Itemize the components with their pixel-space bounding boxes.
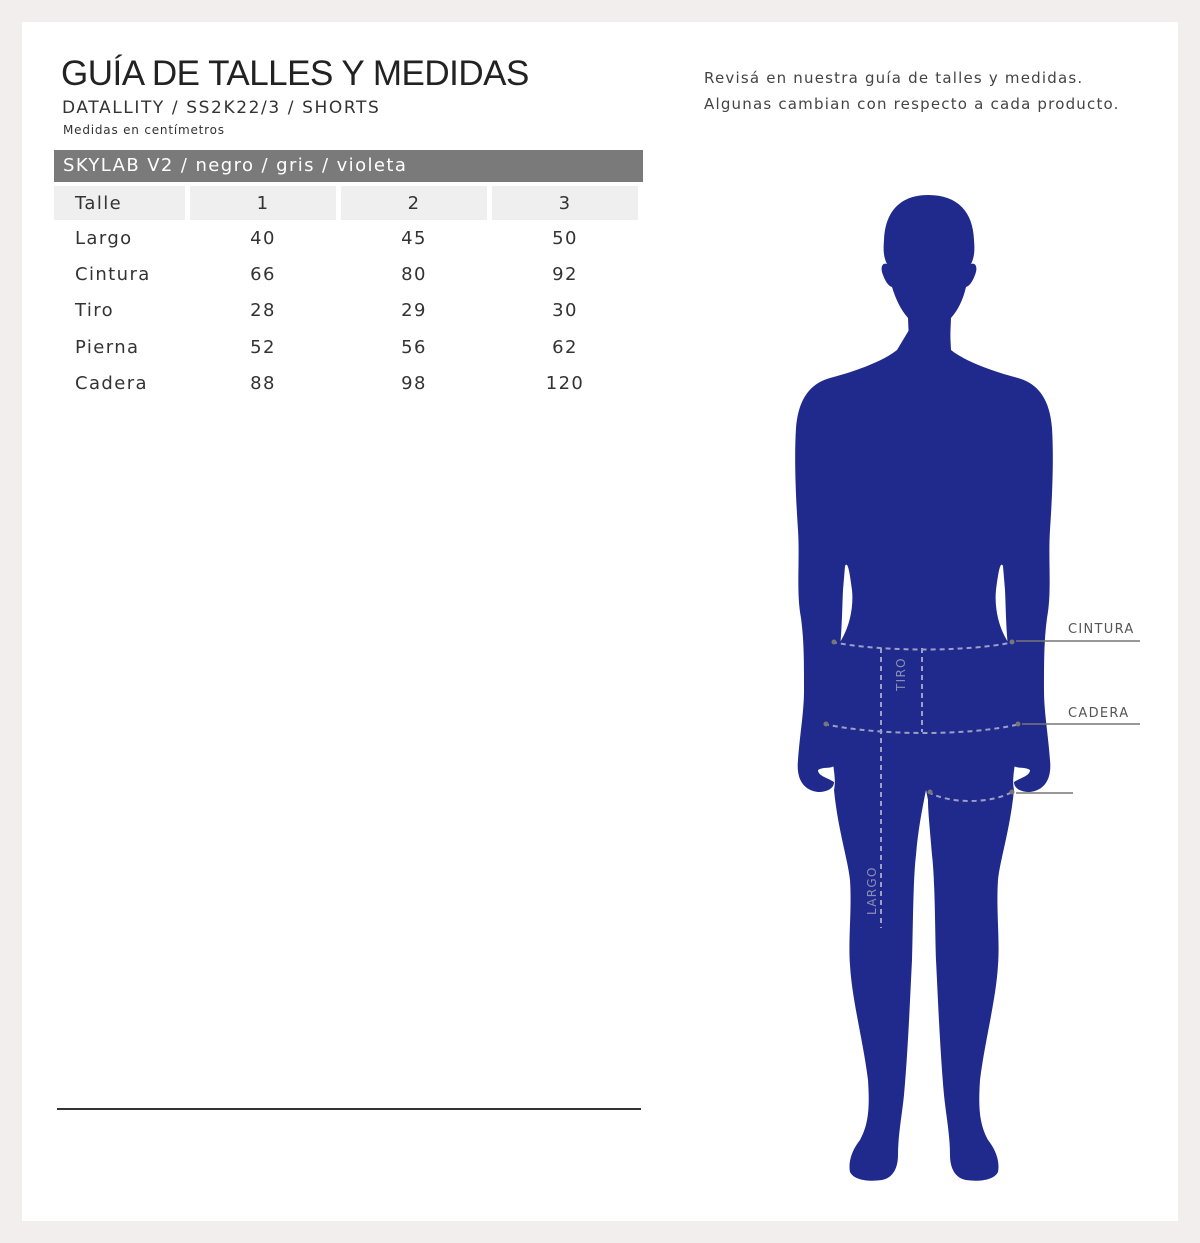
table-cell: 88 — [250, 372, 276, 394]
product-reference: DATALLITY / SS2K22/3 / SHORTS — [62, 98, 381, 118]
rise-label: TIRO — [894, 657, 908, 691]
waist-label: CINTURA — [1068, 622, 1135, 637]
table-cell: 56 — [401, 336, 427, 358]
table-cell: 98 — [401, 372, 427, 394]
row-label: Tiro — [75, 300, 115, 322]
table-cell: 52 — [250, 336, 276, 358]
body-silhouette — [795, 195, 1053, 1181]
table-row — [54, 293, 638, 329]
row-label: Largo — [75, 227, 133, 249]
table-row — [54, 256, 638, 292]
table-cell: 120 — [545, 372, 585, 394]
page-title: GUÍA DE TALLES Y MEDIDAS — [61, 54, 529, 93]
hip-label: CADERA — [1068, 706, 1130, 721]
guide-note-line-2: Algunas cambian con respecto a cada producto. — [704, 95, 1120, 113]
table-cell: 40 — [250, 227, 276, 249]
length-label: LARGO — [865, 866, 879, 915]
units-note: Medidas en centímetros — [63, 123, 225, 137]
header-cell-size-1: 1 — [190, 186, 336, 220]
row-label: Cintura — [75, 263, 151, 285]
table-cell: 50 — [552, 227, 578, 249]
table-cell: 62 — [552, 336, 578, 358]
table-row — [54, 329, 638, 365]
size-table — [49, 186, 643, 401]
table-cell: 92 — [552, 263, 578, 285]
table-cell: 45 — [401, 227, 427, 249]
row-label: Pierna — [75, 336, 140, 358]
guide-note — [704, 65, 1120, 117]
table-cell: 29 — [401, 300, 427, 322]
header-cell-talle: Talle — [54, 186, 185, 220]
size-table-header-row — [54, 186, 638, 220]
header-cell-size-3: 3 — [492, 186, 638, 220]
row-label: Cadera — [75, 372, 148, 394]
guide-note-line-1: Revisá en nuestra guía de talles y medidas. — [704, 69, 1084, 87]
table-cell: 30 — [552, 300, 578, 322]
body-silhouette-figure — [760, 180, 1180, 1190]
product-name-bar: SKYLAB V2 / negro / gris / violeta — [54, 150, 643, 182]
table-cell: 28 — [250, 300, 276, 322]
bottom-divider — [57, 1108, 641, 1110]
table-row — [54, 220, 638, 256]
table-cell: 66 — [250, 263, 276, 285]
header-cell-size-2: 2 — [341, 186, 487, 220]
table-cell: 80 — [401, 263, 427, 285]
table-row — [54, 365, 638, 401]
